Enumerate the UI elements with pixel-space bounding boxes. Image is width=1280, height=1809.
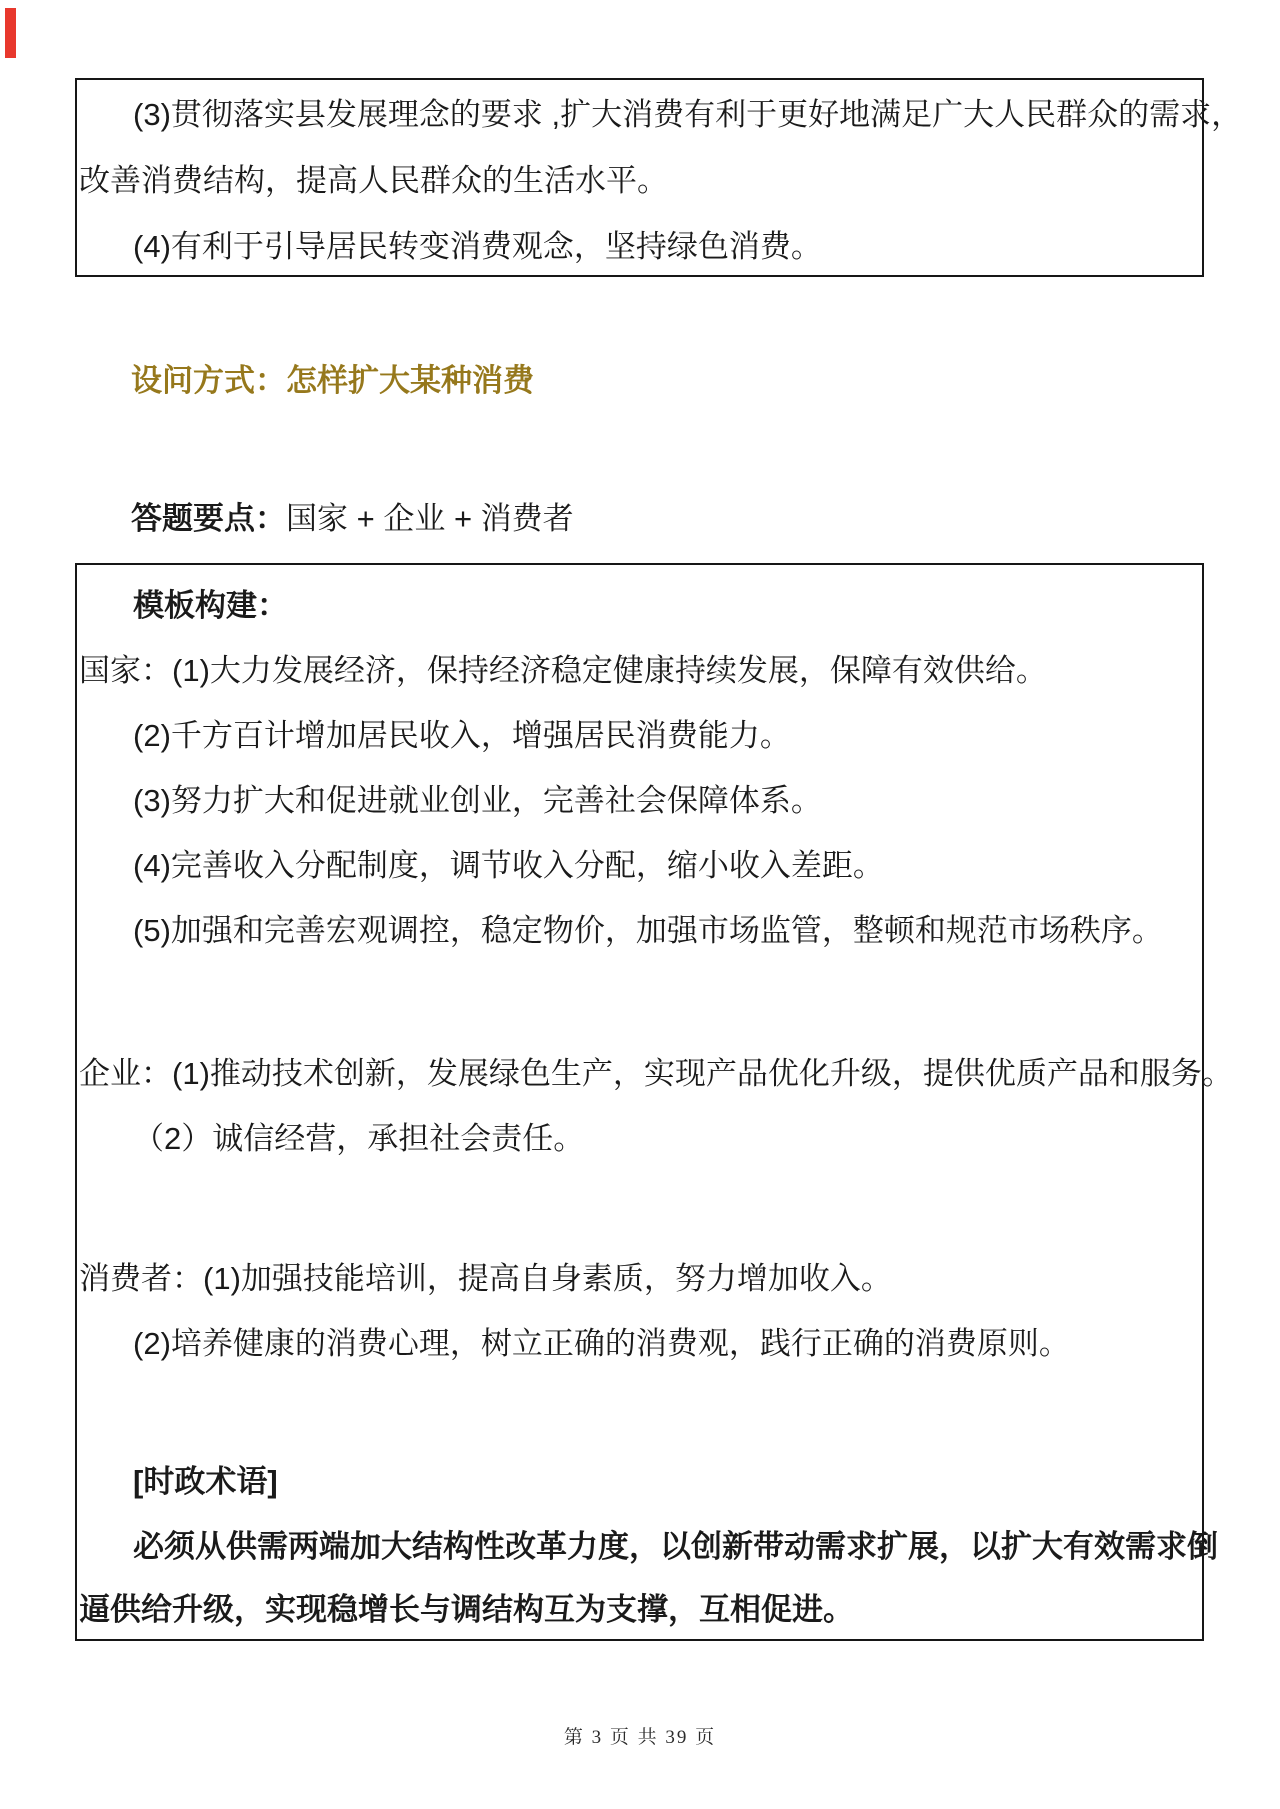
consumer-line-2: (2)培养健康的消费心理，树立正确的消费观，践行正确的消费原则。 (133, 1326, 1070, 1361)
template-box (75, 563, 1233, 1641)
intro-line-3: (4)有利于引导居民转变消费观念，坚持绿色消费。 (133, 229, 822, 264)
intro-line-1: (3)贯彻落实县发展理念的要求 ,扩大消费有利于更好地满足广大人民群众的需求， (133, 97, 1243, 132)
politics-line-2: 逼供给升级，实现稳增长与调结构互为支撑，互相促进。 (79, 1592, 854, 1627)
enterprise-line-2: （2）诚信经营，承担社会责任。 (133, 1121, 585, 1156)
politics-line-1: 必须从供需两端加大结构性改革力度，以创新带动需求扩展，以扩大有效需求倒 (133, 1529, 1218, 1564)
template-heading: 模板构建： (133, 588, 288, 623)
page-footer: 第 3 页 共 39 页 (563, 1727, 717, 1748)
red-scroll-marker (5, 8, 16, 58)
politics-label: [时政术语] (133, 1464, 278, 1499)
intro-line-2: 改善消费结构，提高人民群众的生活水平。 (79, 163, 668, 198)
answer-key-line (131, 498, 574, 540)
question-type-heading: 设问方式：怎样扩大某种消费 (131, 363, 534, 398)
enterprise-line-1: 企业：(1)推动技术创新，发展绿色生产，实现产品优化升级，提供优质产品和服务。 (79, 1056, 1233, 1091)
answer-key-label: 答题要点： (131, 501, 286, 536)
national-line-2: (2)千方百计增加居民收入，增强居民消费能力。 (133, 718, 791, 753)
national-line-4: (4)完善收入分配制度，调节收入分配，缩小收入差距。 (133, 848, 884, 883)
intro-box (75, 78, 1243, 277)
national-line-3: (3)努力扩大和促进就业创业，完善社会保障体系。 (133, 783, 822, 818)
national-line-1: 国家：(1)大力发展经济，保持经济稳定健康持续发展，保障有效供给。 (79, 653, 1047, 688)
national-line-5: (5)加强和完善宏观调控，稳定物价，加强市场监管，整顿和规范市场秩序。 (133, 913, 1163, 948)
consumer-line-1: 消费者：(1)加强技能培训，提高自身素质，努力增加收入。 (79, 1261, 892, 1296)
answer-key-content: 国家 + 企业 + 消费者 (286, 501, 574, 536)
